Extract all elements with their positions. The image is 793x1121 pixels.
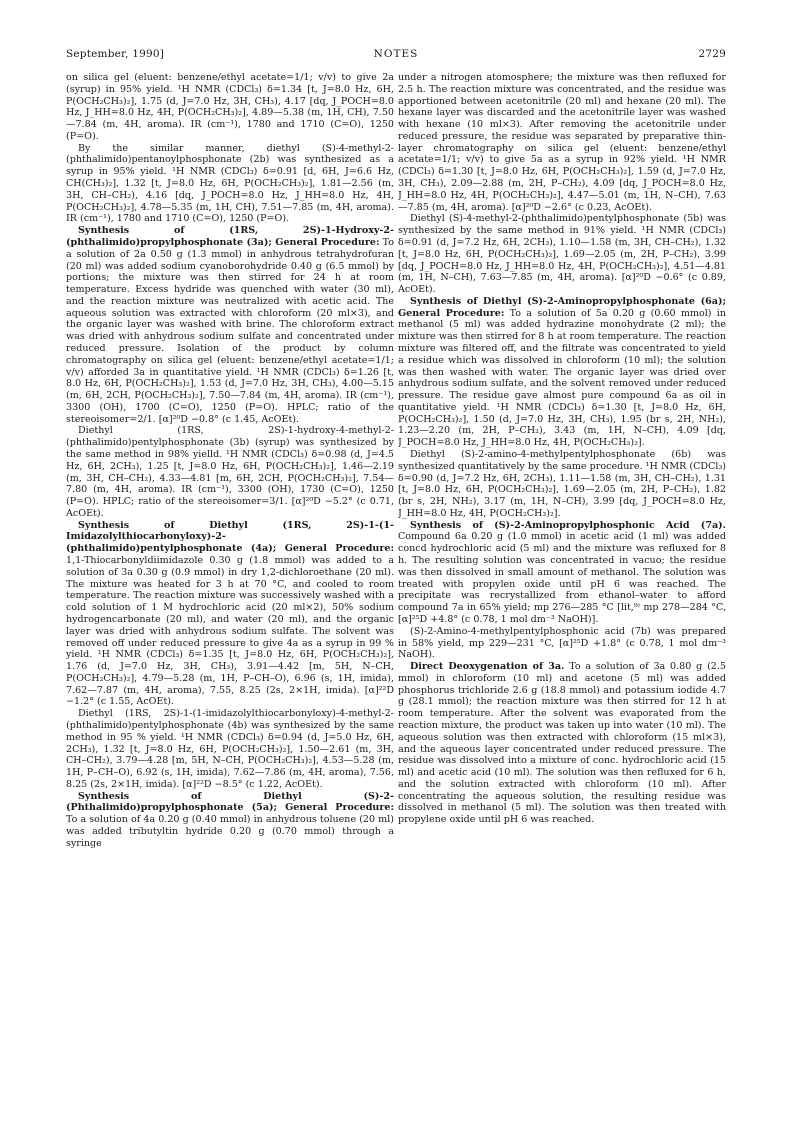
paragraph <box>398 661 726 826</box>
paragraph-text: To a solution of 3a 0.80 g (2.5 mmol) in chloroform (10 ml) and acetone (5 ml) was added phosphorus trichloride 2.6 g (18.8 mmol) and potassium iodide 4.7 g (28.1 mmol); the reaction mixture was then stirred for 12 h at room temperature. After the solvent was evaporated from the reaction mixture, the product was taken up into water (10 ml). The aqueous solution was then extracted with chloroform (15 ml×3), and the aqueous layer concentrated under reduced pressure. The residue was dissolved into a mixture of conc. hydrochloric acid (15 ml) and acetic acid (10 ml). The solution was then refluxed for 6 h, and the solution extracted with chloroform (10 ml). After concentrating the aqueous solution, the resulting residue was dissolved in methanol (5 ml). The solution was then treated with propylene oxide until pH 6 was reached. <box>398 661 726 826</box>
section-heading: Synthesis of Diethyl (S)-2-(Phthalimido)propylphosphonate (5a); General Procedure: <box>66 790 394 814</box>
paragraph-text: Diethyl (S)-4-methyl-2-(phthalimido)pentylphosphonate (5b) was synthesized by the same method in 91% yield. ¹H NMR (CDCl₃) δ=0.91 (d, J=7.2 Hz, 6H, 2CH₃), 1.10—1.58 (m, 3H, CH–CH₂), 1.32 [t, J=8.0 Hz, 6H, P(OCH₂CH₃)₂], 1.69—2.05 (m, 2H, P–CH₂), 3.99 [dq, J_POCH=8.0 Hz, J_HH=8.0 Hz, 4H, P(OCH₂CH₃)₂], 4.51—4.81 (m, 1H, N–CH), 7.63—7.85 (m, 4H, aroma). [α]²⁰D −0.6° (c 0.89, AcOEt). <box>398 213 726 296</box>
paragraph-text: To a solution of 2a 0.50 g (1.3 mmol) in anhydrous tetrahydrofuran (20 ml) was added sodium cyanoborohydride 0.40 g (6.5 mmol) by portions; the mixture was then stirred for 24 h at room temperature. Excess hydride was quenched with water (30 ml), and the reaction mixture was neutralized with acetic acid. The aqueous solution was extracted with chloroform (20 ml×3), and the organic layer was washed with brine. The chloroform extract was dried with anhydrous sodium sulfate and concentrated under reduced pressure. Isolation of the product by column chromatography on silica gel (eluent: benzene/ethyl acetate=1/1; v/v) afforded 3a in quantitative yield. ¹H NMR (CDCl₃) δ=1.26 [t, 8.0 Hz, 6H, P(OCH₂CH₃)₂], 1.53 (d, J=7.0 Hz, 3H, CH₃), 4.00—5.15 (m, 6H, 2CH, P(OCH₂CH₃)₂], 7.50—7.84 (m, 4H, aroma). IR (cm⁻¹), 3300 (OH), 1700 (C=O), 1250 (P=O). HPLC; ratio of the stereoisomer=2/1. [α]²⁰D −0.8° (c 1.45, AcOEt). <box>66 236 394 425</box>
paragraph-text: Compound 6a 0.20 g (1.0 mmol) in acetic acid (1 ml) was added concd hydrochloric acid (5 ml) and the mixture was refluxed for 8 h. The resulting solution was concentrated in vacuo; the residue was then dissolved in small amount of methanol. The solution was treated with propylen oxide until pH 6 was reached. The precipitate was recrystallized from ethanol–water to afford compound 7a in 65% yield; mp 276—285 °C [lit,⁹⁾ mp 278—284 °C, [α]²⁵D +4.8° (c 0.78, 1 mol dm⁻³ NaOH)]. <box>398 531 726 625</box>
paragraph-text: Diethyl (1RS, 2S)-1-hydroxy-4-methyl-2-(phthalimido)pentylphosphonate (3b) (syrup) was synthesized by the same method in 98% yielld. ¹H NMR (CDCl₃) δ=0.98 (d, J=4.5 Hz, 6H, 2CH₃), 1.25 [t, J=8.0 Hz, 6H, P(OCH₂CH₃)₂], 1.46—2.19 (m, 3H, CH–CH₂), 4.33—4.81 [m, 6H, 2CH, P(OCH₂CH₃)₂], 7.54—7.80 (m, 4H, aroma). IR (cm⁻¹), 3300 (OH), 1730 (C=O), 1250 (P=O). HPLC; ratio of the stereoisomer=3/1. [α]²⁰D −5.2° (c 0.71, AcOEt). <box>66 425 394 519</box>
section-heading: Synthesis of Diethyl (S)-2-Aminopropylphosphonate (6a); General Procedure: <box>398 295 726 319</box>
paragraph <box>398 520 726 626</box>
right-column <box>398 72 726 1082</box>
paragraph <box>398 626 726 661</box>
paragraph-text: under a nitrogen atomosphere; the mixture was then refluxed for 2.5 h. The reaction mixture was concentrated, and the residue was apportioned between acetonitrile (20 ml) and hexane (20 ml). The hexane layer was discarded and the acetonitrile layer was washed with hexane (10 ml×3). After removing the acetonitrile under reduced pressure, the residue was separated by preparative thin-layer chromatography on silica gel (eluent: benzene/ethyl acetate=1/1; v/v) to give 5a as a syrup in 92% yield. ¹H NMR (CDCl₃) δ=1.30 [t, J=8.0 Hz, 6H, P(OCH₂CH₃)₂], 1.59 (d, J=7.0 Hz, 3H, CH₃), 2.09—2.88 (m, 2H, P–CH₂), 4.09 [dq, J_POCH=8.0 Hz, J_HH=8.0 Hz, 4H, P(OCH₂CH₃)₂], 4.47—5.01 (m, 1H, N–CH), 7.63—7.85 (m, 4H, aroma). [α]²⁰D −2.6° (c 0.23, AcOEt). <box>398 72 726 213</box>
paragraph-text: on silica gel (eluent: benzene/ethyl acetate=1/1; v/v) to give 2a (syrup) in 95% yield. ¹H NMR (CDCl₃) δ=1.34 [t, J=8.0 Hz, 6H, P(OCH₂CH₃)₂], 1.75 (d, J=7.0 Hz, 3H, CH₃), 4.17 [dq, J_POCH=8.0 Hz, J_HH=8.0 Hz, 4H, P(OCH₂CH₃)₂], 4.89—5.38 (m, 1H, CH), 7.50—7.84 (m, 4H, aroma). IR (cm⁻¹), 1780 and 1710 (C=O), 1250 (P=O). <box>66 72 394 142</box>
paragraph <box>66 225 394 425</box>
section-title: NOTES <box>373 48 419 60</box>
paragraph <box>398 213 726 295</box>
paragraph-text: To a solution of 4a 0.20 g (0.40 mmol) in anhydrous toluene (20 ml) was added tributyltin hydride 0.20 g (0.70 mmol) through a syringe <box>66 814 394 849</box>
paragraph-text: Diethyl (S)-2-amino-4-methylpentylphosphonate (6b) was synthesized quantitatively by the same procedure. ¹H NMR (CDCl₃) δ=0.90 (d, J=7.2 Hz, 6H, 2CH₃), 1.11—1.58 (m, 3H, CH–CH₂), 1.31 [t, J=8.0 Hz, 6H, P(OCH₂CH₃)₂], 1.69—2.05 (m, 2H, P–CH₂), 1.82 (br s, 2H, NH₂), 3.17 (m, 1H, N–CH), 3.99 [dq, J_POCH=8.0 Hz, J_HH=8.0 Hz, 4H, P(OCH₂CH₃)₂]. <box>398 449 726 519</box>
paragraph <box>66 708 394 790</box>
paragraph <box>66 72 394 143</box>
paragraph-text: Diethyl (1RS, 2S)-1-(1-imidazolylthiocarbonyloxy)-4-methyl-2-(phthalimido)pentylphosphonate (4b) was synthesized by the same method in 95 % yield. ¹H NMR (CDCl₃) δ=0.94 (d, J=5.0 Hz, 6H, 2CH₃), 1.32 [t, J=8.0 Hz, 6H, P(OCH₂CH₃)₂], 1.50—2.61 (m, 3H, CH–CH₂), 3.79—4.28 [m, 5H, N–CH, P(OCH₂CH₃)₂], 4.53—5.28 (m, 1H, P–CH–O), 6.92 (s, 1H, imida), 7.62—7.86 (m, 4H, aroma), 7.56, 8.25 (2s, 2×1H, imida). [α]²²D −8.5° (c 1.22, AcOEt). <box>66 708 394 790</box>
paragraph <box>66 791 394 850</box>
section-heading: Direct Deoxygenation of 3a. <box>410 661 565 673</box>
paragraph <box>398 449 726 520</box>
section-heading: Synthesis of (S)-2-Aminopropylphosphonic Acid (7a). <box>410 519 726 531</box>
running-head <box>66 48 726 64</box>
left-column <box>66 72 394 1082</box>
issue-date: September, 1990] <box>66 48 165 60</box>
page-number: 2729 <box>698 48 726 60</box>
section-heading: Synthesis of Diethyl (1RS, 2S)-1-(1-Imidazolylthiocarbonyloxy)-2-(phthalimido)pentylphosphonate (4a); General Procedure: <box>66 519 394 555</box>
paragraph <box>66 520 394 709</box>
paragraph <box>398 296 726 449</box>
section-heading: Synthesis of (1RS, 2S)-1-Hydroxy-2-(phthalimido)propylphosphonate (3a); General Procedure: <box>66 225 394 248</box>
paragraph-text: To a solution of 5a 0.20 g (0.60 mmol) in methanol (5 ml) was added hydrazine monohydrate (2 ml); the mixture was then stirred for 8 h at room temperature. The reaction mixture was filtered off, and the filtrate was concentrated to yield a residue which was dissolved in chloroform (10 ml); the solution was then washed with water. The organic layer was dried over anhydrous sodium sulfate, and the solvent removed under reduced pressure. The residue gave almost pure compound 6a as oil in quantitative yield. ¹H NMR (CDCl₃) δ=1.30 [t, J=8.0 Hz, 6H, P(OCH₂CH₃)₂], 1.50 (d, J=7.0 Hz, 3H, CH₃), 1.95 (br s, 2H, NH₂), 1.23—2.20 (m, 2H, P–CH₂), 3.43 (m, 1H, N–CH), 4.09 [dq, J_POCH=8.0 Hz, J_HH=8.0 Hz, 4H, P(OCH₂CH₃)₂]. <box>398 307 726 449</box>
paragraph <box>398 72 726 213</box>
paragraph <box>66 425 394 519</box>
paragraph-text: (S)-2-Amino-4-methylpentylphosphonic acid (7b) was prepared in 58% yield, mp 229—231 °C, [α]²⁵D +1.8° (c 0.78, 1 mol dm⁻³ NaOH). <box>398 625 726 661</box>
paragraph-text: By the similar manner, diethyl (S)-4-methyl-2-(phthalimido)pentanoylphosphonate (2b) was synthesized as a syrup in 95% yield. ¹H NMR (CDCl₃) δ=0.91 [d, 6H, J=6.6 Hz, CH(CH₃)₂], 1.32 [t, J=8.0 Hz, 6H, P(OCH₂CH₃)₂], 1.81—2.56 (m, 3H, CH–CH₂), 4.16 [dq, J_POCH=8.0 Hz, J_HH=8.0 Hz, 4H, P(OCH₂CH₃)₂], 4.78—5.35 (m, 1H, CH), 7.51—7.85 (m, 4H, aroma). IR (cm⁻¹), 1780 and 1710 (C=O), 1250 (P=O). <box>66 142 394 225</box>
paragraph <box>66 143 394 225</box>
paragraph-text: 1,1-Thiocarbonyldiimidazole 0.30 g (1.8 mmol) was added to a solution of 3a 0.30 g (0.9 mmol) in dry 1,2-dichloroethane (20 ml). The mixture was heated for 3 h at 70 °C, and cooled to room temperature. The reaction mixture was successively washed with a cold solution of 1 M hydrochloric acid (20 ml×2), 50% sodium hydrogencarbonate (20 ml), and water (20 ml), and the organic layer was dried with anhydrous sodium sulfate. The solvent was removed off under reduced pressure to give 4a as a syrup in 99 % yield. ¹H NMR (CDCl₃) δ=1.35 [t, J=8.0 Hz, 6H, P(OCH₂CH₃)₂], 1.76 (d, J=7.0 Hz, 3H, CH₃), 3.91—4.42 [m, 5H, N–CH, P(OCH₂CH₃)₂], 4.79—5.28 (m, 1H, P–CH–O), 6.96 (s, 1H, imida), 7.62—7.87 (m, 4H, aroma), 7.55, 8.25 (2s, 2×1H, imida). [α]²²D −1.2° (c 1.55, AcOEt). <box>66 555 394 708</box>
